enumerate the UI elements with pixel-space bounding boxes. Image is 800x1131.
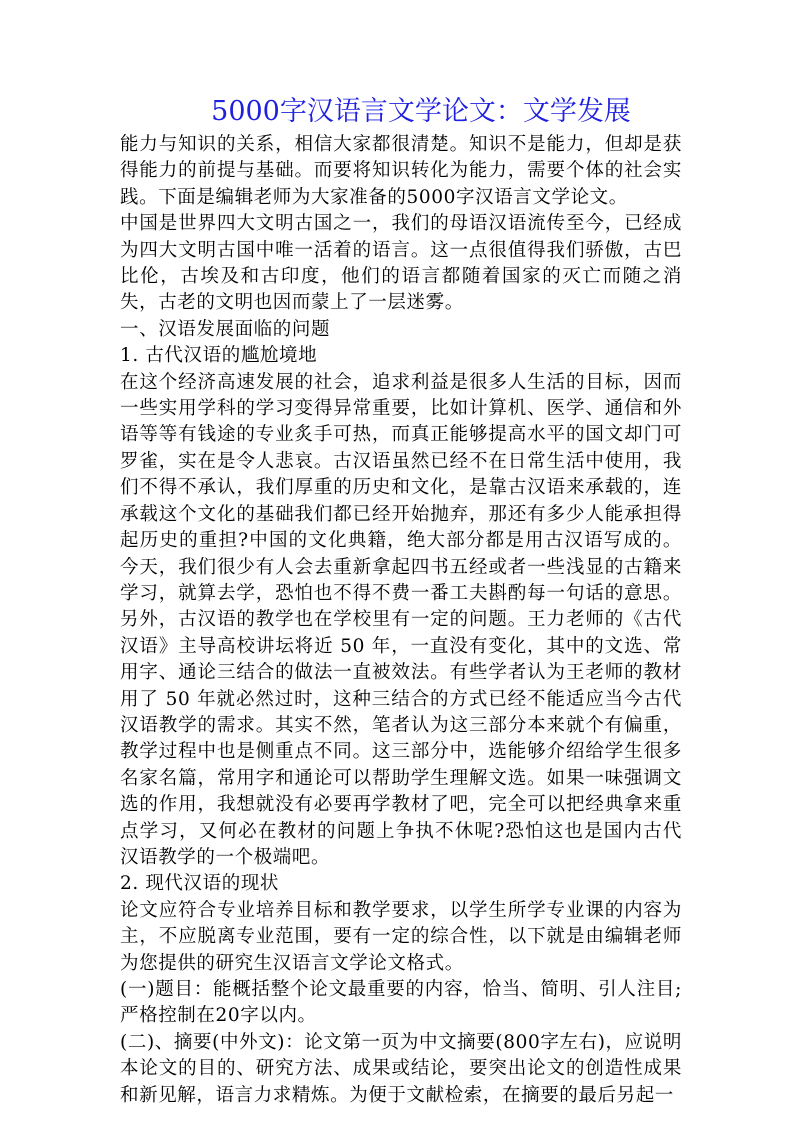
china-paragraph: 中国是世界四大文明古国之一，我们的母语汉语流传至今，已经成为四大文明古国中唯一活着的语言。这一点很值得我们骄傲，古巴比伦，古埃及和古印度，他们的语言都随着国家的灭亡而随之消失，古老的文明也因而蒙上了一层迷雾。	[120, 213, 682, 314]
format-item-2: (二)、摘要(中外文)：论文第一页为中文摘要(800字左右)，应说明本论文的目的、研究方法、成果或结论，要突出论文的创造性成果和新见解，语言力求精炼。为便于文献检索，在摘要的最后另起一	[120, 1031, 682, 1106]
subsection-heading-1: 1. 古代汉语的尴尬境地	[120, 345, 318, 367]
document-page	[120, 92, 682, 1109]
thesis-paragraph: 论文应符合专业培养目标和教学要求，以学生所学专业课的内容为主，不应脱离专业范围，要有一定的综合性，以下就是由编辑老师为您提供的研究生汉语言文学论文格式。	[120, 899, 682, 974]
document-title: 5000字汉语言文学论文：文学发展	[211, 96, 631, 127]
format-item-1: (一)题目：能概括整个论文最重要的内容，恰当、简明、引人注目;严格控制在20字以内。	[120, 979, 682, 1027]
subsection-heading-2: 2. 现代汉语的现状	[120, 873, 280, 895]
intro-paragraph: 能力与知识的关系，相信大家都很清楚。知识不是能力，但却是获得能力的前提与基础。而要将知识转化为能力，需要个体的社会实践。下面是编辑老师为大家准备的5000字汉语言文学论文。	[120, 134, 682, 208]
section-heading-1: 一、汉语发展面临的问题	[120, 318, 331, 340]
document-body	[120, 132, 682, 1109]
ancient-chinese-paragraph: 在这个经济高速发展的社会，追求利益是很多人生活的目标，因而一些实用学科的学习变得异常重要，比如计算机、医学、通信和外语等等有钱途的专业炙手可热，而真正能够提高水平的国文却门可罗雀，实在是令人悲哀。古汉语虽然已经不在日常生活中使用，我们不得不承认，我们厚重的历史和文化，是靠古汉语来承载的，连承载这个文化的基础我们都已经开始抛弃，那还有多少人能承担得起历史的重担?中国的文化典籍，绝大部分都是用古汉语写成的。今天，我们很少有人会去重新拿起四书五经或者一些浅显的古籍来学习，就算去学，恐怕也不得不费一番工夫斟酌每一句话的意思。另外，古汉语的教学也在学校里有一定的问题。王力老师的《古代汉语》主导高校讲坛将近 50 年，一直没有变化，其中的文选、常用字、通论三结合的做法一直被效法。有些学者认为王老师的教材用了 50 年就必然过时，这种三结合的方式已经不能适应当今古代汉语教学的需求。其实不然，笔者认为这三部分本来就个有偏重，教学过程中也是侧重点不同。这三部分中，选能够介绍给学生很多名家名篇，常用字和通论可以帮助学生理解文选。如果一味强调文选的作用，我想就没有必要再学教材了吧，完全可以把经典拿来重点学习，又何必在教材的问题上争执不休呢?恐怕这也是国内古代汉语教学的一个极端吧。	[120, 371, 682, 868]
